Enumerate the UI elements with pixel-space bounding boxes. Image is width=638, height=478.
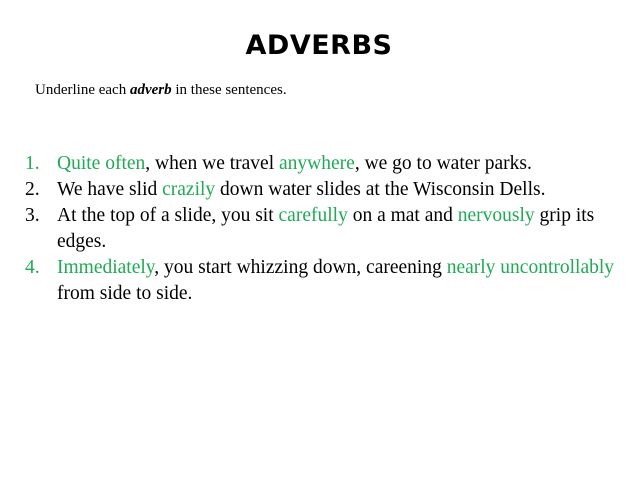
sentence-part: anywhere bbox=[279, 153, 355, 174]
sentence-part: , when we travel bbox=[145, 153, 280, 174]
sentence-part: Quite often bbox=[57, 153, 146, 174]
sentence-item bbox=[25, 255, 625, 307]
sentence-text bbox=[57, 153, 532, 174]
sentence-part: Immediately bbox=[57, 257, 155, 278]
page-title: ADVERBS bbox=[245, 30, 393, 61]
sentence-part: , you start whizzing down, careening bbox=[154, 257, 447, 278]
sentence-text bbox=[57, 257, 614, 304]
sentence-text bbox=[57, 205, 594, 252]
instruction-emphasis: adverb bbox=[129, 82, 172, 98]
sentence-part: crazily bbox=[162, 179, 216, 200]
sentence-number: 1. bbox=[25, 153, 40, 174]
sentence-item bbox=[25, 177, 625, 203]
sentence-part: At the top of a slide, you sit bbox=[57, 205, 279, 226]
sentence-part: We have slid bbox=[57, 179, 163, 200]
sentence-number: 4. bbox=[25, 257, 40, 278]
sentence-item bbox=[25, 151, 625, 177]
instruction-text bbox=[35, 82, 287, 99]
sentence-part: carefully bbox=[278, 205, 348, 226]
sentence-text bbox=[57, 179, 545, 200]
sentence-part: grip its edges. bbox=[57, 205, 595, 252]
sentence-number: 3. bbox=[25, 205, 40, 226]
sentence-part: , we go to water parks. bbox=[354, 153, 532, 174]
sentence-part: nervously bbox=[457, 205, 535, 226]
sentence-number: 2. bbox=[25, 179, 40, 200]
sentence-part: from side to side. bbox=[57, 283, 193, 304]
sentence-list bbox=[25, 151, 625, 307]
instruction-after: in these sentences. bbox=[171, 82, 287, 98]
sentence-part: nearly uncontrollably bbox=[446, 257, 615, 278]
sentence-part: down water slides at the Wisconsin Dells. bbox=[215, 179, 546, 200]
instruction-before: Underline each bbox=[35, 82, 130, 98]
sentence-part: on a mat and bbox=[347, 205, 458, 226]
sentence-item bbox=[25, 203, 625, 255]
